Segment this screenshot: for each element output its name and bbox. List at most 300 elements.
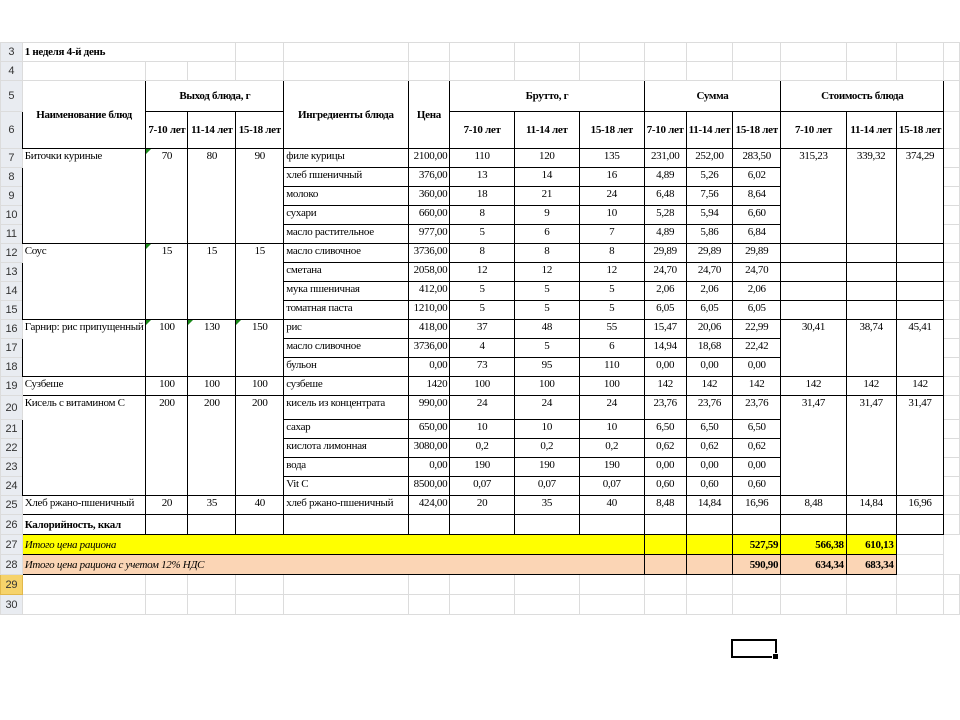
dish-name[interactable]: Соус bbox=[22, 244, 146, 320]
ingredient-sum[interactable]: 2,06 bbox=[733, 282, 781, 301]
ingredient-sum[interactable]: 23,76 bbox=[733, 396, 781, 420]
calories-cell[interactable] bbox=[450, 515, 515, 535]
ingredient-price[interactable]: 412,00 bbox=[408, 282, 450, 301]
empty-cell[interactable] bbox=[644, 62, 686, 81]
ingredient-gross[interactable]: 5 bbox=[514, 339, 579, 358]
empty-cell[interactable] bbox=[781, 62, 847, 81]
total-vat-value[interactable]: 590,90 bbox=[733, 555, 781, 575]
header-age-group[interactable]: 11-14 лет bbox=[188, 112, 236, 149]
empty-cell[interactable] bbox=[146, 575, 188, 595]
ingredient-name[interactable]: Vit C bbox=[284, 477, 408, 496]
dish-output[interactable]: 15 bbox=[146, 244, 188, 320]
ingredient-name[interactable]: молоко bbox=[284, 187, 408, 206]
row-header[interactable]: 26 bbox=[1, 515, 23, 535]
ingredient-gross[interactable]: 8 bbox=[450, 244, 515, 263]
dish-name[interactable]: Кисель с витамином С bbox=[22, 396, 146, 496]
ingredient-gross[interactable]: 5 bbox=[514, 282, 579, 301]
empty-cell[interactable] bbox=[944, 301, 960, 320]
empty-cell[interactable] bbox=[579, 575, 644, 595]
header-price[interactable]: Цена bbox=[408, 81, 450, 149]
empty-cell[interactable] bbox=[188, 595, 236, 615]
ingredient-price[interactable]: 650,00 bbox=[408, 420, 450, 439]
ingredient-sum[interactable]: 23,76 bbox=[686, 396, 733, 420]
dish-cost[interactable]: 14,84 bbox=[846, 496, 896, 515]
empty-cell[interactable] bbox=[944, 62, 960, 81]
total-label[interactable]: Итого цена рациона bbox=[22, 535, 644, 555]
ingredient-sum[interactable]: 14,84 bbox=[686, 496, 733, 515]
total-value[interactable]: 566,38 bbox=[781, 535, 847, 555]
dish-cost[interactable]: 45,41 bbox=[896, 320, 944, 377]
ingredient-sum[interactable]: 7,56 bbox=[686, 187, 733, 206]
calories-cell[interactable] bbox=[896, 515, 944, 535]
ingredient-sum[interactable]: 24,70 bbox=[733, 263, 781, 282]
ingredient-sum[interactable]: 6,48 bbox=[644, 187, 686, 206]
row-header[interactable]: 19 bbox=[1, 377, 23, 396]
row-header[interactable]: 21 bbox=[1, 420, 23, 439]
ingredient-sum[interactable]: 5,28 bbox=[644, 206, 686, 225]
ingredient-sum[interactable]: 6,05 bbox=[686, 301, 733, 320]
header-age-group[interactable]: 7-10 лет bbox=[781, 112, 847, 149]
empty-cell[interactable] bbox=[846, 43, 896, 62]
ingredient-gross[interactable]: 0,2 bbox=[450, 439, 515, 458]
ingredient-sum[interactable]: 6,02 bbox=[733, 168, 781, 187]
empty-cell[interactable] bbox=[896, 62, 944, 81]
empty-cell[interactable] bbox=[944, 168, 960, 187]
ingredient-gross[interactable]: 6 bbox=[514, 225, 579, 244]
ingredient-gross[interactable]: 190 bbox=[579, 458, 644, 477]
calories-cell[interactable] bbox=[733, 515, 781, 535]
empty-cell[interactable] bbox=[944, 81, 960, 112]
ingredient-gross[interactable]: 5 bbox=[579, 282, 644, 301]
ingredient-sum[interactable]: 29,89 bbox=[644, 244, 686, 263]
row-header[interactable]: 11 bbox=[1, 225, 23, 244]
empty-cell[interactable] bbox=[944, 112, 960, 149]
empty-cell[interactable] bbox=[579, 62, 644, 81]
row-header[interactable]: 18 bbox=[1, 358, 23, 377]
total-empty[interactable] bbox=[644, 535, 686, 555]
ingredient-sum[interactable]: 6,50 bbox=[686, 420, 733, 439]
sheet-title[interactable]: 1 неделя 4-й день bbox=[22, 43, 236, 62]
ingredient-sum[interactable]: 0,62 bbox=[686, 439, 733, 458]
empty-cell[interactable] bbox=[236, 575, 284, 595]
empty-cell[interactable] bbox=[944, 420, 960, 439]
empty-cell[interactable] bbox=[944, 320, 960, 339]
dish-cost[interactable]: 31,47 bbox=[781, 396, 847, 496]
row-header[interactable]: 7 bbox=[1, 149, 23, 168]
ingredient-name[interactable]: бульон bbox=[284, 358, 408, 377]
empty-cell[interactable] bbox=[284, 595, 408, 615]
ingredient-name[interactable]: сухари bbox=[284, 206, 408, 225]
empty-cell[interactable] bbox=[944, 575, 960, 595]
header-age-group[interactable]: 11-14 лет bbox=[846, 112, 896, 149]
empty-cell[interactable] bbox=[944, 187, 960, 206]
row-header[interactable]: 15 bbox=[1, 301, 23, 320]
total-vat-empty[interactable] bbox=[686, 555, 733, 575]
ingredient-gross[interactable]: 14 bbox=[514, 168, 579, 187]
dish-output[interactable]: 150 bbox=[236, 320, 284, 377]
calories-cell[interactable] bbox=[408, 515, 450, 535]
ingredient-sum[interactable]: 22,42 bbox=[733, 339, 781, 358]
ingredient-gross[interactable]: 10 bbox=[579, 206, 644, 225]
ingredient-sum[interactable]: 6,50 bbox=[644, 420, 686, 439]
ingredient-sum[interactable]: 8,64 bbox=[733, 187, 781, 206]
empty-cell[interactable] bbox=[408, 43, 450, 62]
dish-name[interactable]: Гарнир: рис припущенный bbox=[22, 320, 146, 377]
row-header[interactable]: 5 bbox=[1, 81, 23, 112]
ingredient-gross[interactable]: 5 bbox=[450, 282, 515, 301]
ingredient-price[interactable]: 0,00 bbox=[408, 458, 450, 477]
empty-cell[interactable] bbox=[846, 595, 896, 615]
empty-cell[interactable] bbox=[22, 595, 146, 615]
total-empty[interactable] bbox=[686, 535, 733, 555]
ingredient-sum[interactable]: 16,96 bbox=[733, 496, 781, 515]
ingredient-name[interactable]: томатная паста bbox=[284, 301, 408, 320]
empty-cell[interactable] bbox=[944, 595, 960, 615]
header-sum[interactable]: Сумма bbox=[644, 81, 781, 112]
dish-cost-empty[interactable] bbox=[896, 282, 944, 301]
ingredient-gross[interactable]: 5 bbox=[579, 301, 644, 320]
ingredient-gross[interactable]: 6 bbox=[579, 339, 644, 358]
ingredient-gross[interactable]: 4 bbox=[450, 339, 515, 358]
ingredient-gross[interactable]: 0,07 bbox=[450, 477, 515, 496]
ingredient-sum[interactable]: 15,47 bbox=[644, 320, 686, 339]
ingredient-gross[interactable]: 40 bbox=[579, 496, 644, 515]
empty-cell[interactable] bbox=[236, 595, 284, 615]
empty-cell[interactable] bbox=[450, 62, 515, 81]
dish-output[interactable]: 20 bbox=[146, 496, 188, 515]
ingredient-gross[interactable]: 100 bbox=[514, 377, 579, 396]
dish-cost[interactable]: 315,23 bbox=[781, 149, 847, 244]
empty-cell[interactable] bbox=[944, 282, 960, 301]
empty-cell[interactable] bbox=[896, 595, 944, 615]
empty-cell[interactable] bbox=[944, 43, 960, 62]
ingredient-gross[interactable]: 110 bbox=[579, 358, 644, 377]
dish-output[interactable]: 200 bbox=[188, 396, 236, 496]
row-header[interactable]: 9 bbox=[1, 187, 23, 206]
ingredient-sum[interactable]: 0,00 bbox=[644, 458, 686, 477]
ingredient-name[interactable]: филе курицы bbox=[284, 149, 408, 168]
ingredient-name[interactable]: масло сливочное bbox=[284, 244, 408, 263]
empty-cell[interactable] bbox=[514, 575, 579, 595]
empty-cell[interactable] bbox=[896, 575, 944, 595]
ingredient-gross[interactable]: 12 bbox=[514, 263, 579, 282]
dish-cost[interactable]: 31,47 bbox=[896, 396, 944, 496]
ingredient-sum[interactable]: 6,84 bbox=[733, 225, 781, 244]
ingredient-sum[interactable]: 6,05 bbox=[733, 301, 781, 320]
ingredient-gross[interactable]: 12 bbox=[450, 263, 515, 282]
dish-output[interactable]: 15 bbox=[236, 244, 284, 320]
empty-cell[interactable] bbox=[514, 43, 579, 62]
row-header[interactable]: 4 bbox=[1, 62, 23, 81]
ingredient-price[interactable]: 376,00 bbox=[408, 168, 450, 187]
ingredient-gross[interactable]: 48 bbox=[514, 320, 579, 339]
empty-cell[interactable] bbox=[284, 575, 408, 595]
dish-output[interactable]: 70 bbox=[146, 149, 188, 244]
dish-cost-empty[interactable] bbox=[781, 282, 847, 301]
calories-cell[interactable] bbox=[644, 515, 686, 535]
ingredient-sum[interactable]: 8,48 bbox=[644, 496, 686, 515]
row-header[interactable]: 23 bbox=[1, 458, 23, 477]
ingredient-gross[interactable]: 20 bbox=[450, 496, 515, 515]
empty-cell[interactable] bbox=[846, 62, 896, 81]
ingredient-gross[interactable]: 7 bbox=[579, 225, 644, 244]
row-header[interactable]: 17 bbox=[1, 339, 23, 358]
row-header[interactable]: 28 bbox=[1, 555, 23, 575]
empty-cell[interactable] bbox=[944, 496, 960, 515]
ingredient-name[interactable]: масло растительное bbox=[284, 225, 408, 244]
dish-cost-empty[interactable] bbox=[846, 282, 896, 301]
ingredient-gross[interactable]: 18 bbox=[450, 187, 515, 206]
ingredient-sum[interactable]: 20,06 bbox=[686, 320, 733, 339]
ingredient-name[interactable]: рис bbox=[284, 320, 408, 339]
header-age-group[interactable]: 7-10 лет bbox=[146, 112, 188, 149]
row-header[interactable]: 8 bbox=[1, 168, 23, 187]
dish-cost[interactable]: 142 bbox=[781, 377, 847, 396]
ingredient-sum[interactable]: 142 bbox=[644, 377, 686, 396]
ingredient-sum[interactable]: 6,50 bbox=[733, 420, 781, 439]
dish-name[interactable]: Биточки куриные bbox=[22, 149, 146, 244]
empty-cell[interactable] bbox=[944, 396, 960, 420]
empty-cell[interactable] bbox=[944, 477, 960, 496]
dish-cost[interactable]: 339,32 bbox=[846, 149, 896, 244]
ingredient-gross[interactable]: 35 bbox=[514, 496, 579, 515]
empty-cell[interactable] bbox=[514, 62, 579, 81]
ingredient-name[interactable]: мука пшеничная bbox=[284, 282, 408, 301]
empty-cell[interactable] bbox=[781, 595, 847, 615]
dish-cost[interactable]: 31,47 bbox=[846, 396, 896, 496]
dish-cost[interactable]: 8,48 bbox=[781, 496, 847, 515]
empty-cell[interactable] bbox=[644, 595, 686, 615]
dish-output[interactable]: 35 bbox=[188, 496, 236, 515]
dish-cost[interactable]: 16,96 bbox=[896, 496, 944, 515]
dish-cost-empty[interactable] bbox=[846, 263, 896, 282]
ingredient-sum[interactable]: 6,60 bbox=[733, 206, 781, 225]
empty-cell[interactable] bbox=[579, 595, 644, 615]
ingredient-sum[interactable]: 24,70 bbox=[686, 263, 733, 282]
empty-cell[interactable] bbox=[644, 43, 686, 62]
header-gross[interactable]: Брутто, г bbox=[450, 81, 644, 112]
dish-cost[interactable]: 142 bbox=[896, 377, 944, 396]
ingredient-price[interactable]: 3736,00 bbox=[408, 244, 450, 263]
ingredient-sum[interactable]: 283,50 bbox=[733, 149, 781, 168]
total-value[interactable]: 527,59 bbox=[733, 535, 781, 555]
row-header[interactable]: 12 bbox=[1, 244, 23, 263]
empty-cell[interactable] bbox=[944, 515, 960, 535]
row-header[interactable]: 20 bbox=[1, 396, 23, 420]
empty-cell[interactable] bbox=[146, 595, 188, 615]
header-age-group[interactable]: 7-10 лет bbox=[450, 112, 515, 149]
ingredient-gross[interactable]: 8 bbox=[579, 244, 644, 263]
dish-cost-empty[interactable] bbox=[781, 263, 847, 282]
empty-cell[interactable] bbox=[944, 358, 960, 377]
header-age-group[interactable]: 15-18 лет bbox=[579, 112, 644, 149]
ingredient-price[interactable]: 660,00 bbox=[408, 206, 450, 225]
calories-cell[interactable] bbox=[188, 515, 236, 535]
calories-cell[interactable] bbox=[579, 515, 644, 535]
empty-cell[interactable] bbox=[896, 43, 944, 62]
empty-cell[interactable] bbox=[733, 575, 781, 595]
ingredient-sum[interactable]: 0,62 bbox=[644, 439, 686, 458]
ingredient-gross[interactable]: 21 bbox=[514, 187, 579, 206]
header-age-group[interactable]: 7-10 лет bbox=[644, 112, 686, 149]
ingredient-price[interactable]: 8500,00 bbox=[408, 477, 450, 496]
ingredient-sum[interactable]: 0,60 bbox=[733, 477, 781, 496]
calories-cell[interactable] bbox=[284, 515, 408, 535]
ingredient-sum[interactable]: 0,60 bbox=[686, 477, 733, 496]
dish-output[interactable]: 200 bbox=[146, 396, 188, 496]
ingredient-gross[interactable]: 9 bbox=[514, 206, 579, 225]
empty-cell[interactable] bbox=[944, 458, 960, 477]
ingredient-sum[interactable]: 24,70 bbox=[644, 263, 686, 282]
ingredient-sum[interactable]: 0,62 bbox=[733, 439, 781, 458]
fill-handle[interactable] bbox=[772, 653, 779, 660]
empty-cell[interactable] bbox=[236, 43, 284, 62]
header-age-group[interactable]: 15-18 лет bbox=[733, 112, 781, 149]
ingredient-price[interactable]: 3736,00 bbox=[408, 339, 450, 358]
ingredient-price[interactable]: 424,00 bbox=[408, 496, 450, 515]
dish-cost[interactable]: 142 bbox=[846, 377, 896, 396]
ingredient-gross[interactable]: 5 bbox=[450, 225, 515, 244]
ingredient-gross[interactable]: 190 bbox=[450, 458, 515, 477]
row-header[interactable]: 24 bbox=[1, 477, 23, 496]
ingredient-sum[interactable]: 23,76 bbox=[644, 396, 686, 420]
dish-output[interactable]: 40 bbox=[236, 496, 284, 515]
ingredient-gross[interactable]: 5 bbox=[514, 301, 579, 320]
empty-cell[interactable] bbox=[944, 377, 960, 396]
ingredient-sum[interactable]: 2,06 bbox=[644, 282, 686, 301]
empty-cell[interactable] bbox=[22, 575, 146, 595]
ingredient-gross[interactable]: 73 bbox=[450, 358, 515, 377]
ingredient-gross[interactable]: 16 bbox=[579, 168, 644, 187]
ingredient-gross[interactable]: 95 bbox=[514, 358, 579, 377]
ingredient-sum[interactable]: 18,68 bbox=[686, 339, 733, 358]
empty-cell[interactable] bbox=[450, 595, 515, 615]
ingredient-sum[interactable]: 4,89 bbox=[644, 225, 686, 244]
ingredient-sum[interactable]: 0,00 bbox=[733, 458, 781, 477]
ingredient-gross[interactable]: 13 bbox=[450, 168, 515, 187]
dish-output[interactable]: 90 bbox=[236, 149, 284, 244]
dish-cost-empty[interactable] bbox=[781, 301, 847, 320]
ingredient-name[interactable]: сахар bbox=[284, 420, 408, 439]
ingredient-price[interactable]: 3080,00 bbox=[408, 439, 450, 458]
ingredient-gross[interactable]: 24 bbox=[450, 396, 515, 420]
ingredient-sum[interactable]: 0,00 bbox=[644, 358, 686, 377]
total-vat-label[interactable]: Итого цена рациона с учетом 12% НДС bbox=[22, 555, 644, 575]
ingredient-sum[interactable]: 6,05 bbox=[644, 301, 686, 320]
row-header[interactable]: 13 bbox=[1, 263, 23, 282]
empty-cell[interactable] bbox=[408, 575, 450, 595]
empty-cell[interactable] bbox=[944, 149, 960, 168]
ingredient-sum[interactable]: 142 bbox=[733, 377, 781, 396]
dish-name[interactable]: Хлеб ржано-пшеничный bbox=[22, 496, 146, 515]
dish-output[interactable]: 130 bbox=[188, 320, 236, 377]
empty-cell[interactable] bbox=[733, 595, 781, 615]
ingredient-sum[interactable]: 142 bbox=[686, 377, 733, 396]
dish-cost-empty[interactable] bbox=[896, 301, 944, 320]
empty-cell[interactable] bbox=[686, 62, 733, 81]
ingredient-sum[interactable]: 14,94 bbox=[644, 339, 686, 358]
ingredient-price[interactable]: 418,00 bbox=[408, 320, 450, 339]
dish-name[interactable]: Сузбеше bbox=[22, 377, 146, 396]
header-output[interactable]: Выход блюда, г bbox=[146, 81, 284, 112]
empty-cell[interactable] bbox=[944, 263, 960, 282]
empty-cell[interactable] bbox=[644, 575, 686, 595]
row-header[interactable]: 16 bbox=[1, 320, 23, 339]
header-age-group[interactable]: 11-14 лет bbox=[686, 112, 733, 149]
header-dish-name[interactable]: Наименование блюд bbox=[22, 81, 146, 149]
ingredient-gross[interactable]: 0,07 bbox=[514, 477, 579, 496]
ingredient-price[interactable]: 2100,00 bbox=[408, 149, 450, 168]
total-value[interactable]: 610,13 bbox=[846, 535, 896, 555]
ingredient-sum[interactable]: 5,86 bbox=[686, 225, 733, 244]
ingredient-name[interactable]: хлеб пшеничный bbox=[284, 168, 408, 187]
empty-cell[interactable] bbox=[188, 575, 236, 595]
ingredient-sum[interactable]: 0,60 bbox=[644, 477, 686, 496]
ingredient-gross[interactable]: 24 bbox=[579, 396, 644, 420]
empty-cell[interactable] bbox=[944, 439, 960, 458]
ingredient-name[interactable]: вода bbox=[284, 458, 408, 477]
calories-cell[interactable] bbox=[236, 515, 284, 535]
ingredient-name[interactable]: кисель из концентрата bbox=[284, 396, 408, 420]
ingredient-price[interactable]: 977,00 bbox=[408, 225, 450, 244]
header-ingredients[interactable]: Ингредиенты блюда bbox=[284, 81, 408, 149]
empty-cell[interactable] bbox=[188, 62, 236, 81]
calories-cell[interactable] bbox=[514, 515, 579, 535]
row-header[interactable]: 27 bbox=[1, 535, 23, 555]
ingredient-gross[interactable]: 8 bbox=[514, 244, 579, 263]
ingredient-gross[interactable]: 110 bbox=[450, 149, 515, 168]
ingredient-gross[interactable]: 0,07 bbox=[579, 477, 644, 496]
ingredient-sum[interactable]: 5,26 bbox=[686, 168, 733, 187]
ingredient-sum[interactable]: 0,00 bbox=[686, 358, 733, 377]
empty-cell[interactable] bbox=[781, 575, 847, 595]
empty-cell[interactable] bbox=[781, 43, 847, 62]
empty-cell[interactable] bbox=[896, 555, 944, 575]
ingredient-name[interactable]: хлеб ржано-пшеничный bbox=[284, 496, 408, 515]
calories-cell[interactable] bbox=[146, 515, 188, 535]
ingredient-gross[interactable]: 190 bbox=[514, 458, 579, 477]
ingredient-sum[interactable]: 4,89 bbox=[644, 168, 686, 187]
row-header[interactable]: 30 bbox=[1, 595, 23, 615]
ingredient-name[interactable]: кислота лимонная bbox=[284, 439, 408, 458]
ingredient-gross[interactable]: 135 bbox=[579, 149, 644, 168]
empty-cell[interactable] bbox=[944, 339, 960, 358]
ingredient-gross[interactable]: 10 bbox=[514, 420, 579, 439]
ingredient-sum[interactable]: 252,00 bbox=[686, 149, 733, 168]
dish-cost[interactable]: 30,41 bbox=[781, 320, 847, 377]
ingredient-gross[interactable]: 120 bbox=[514, 149, 579, 168]
empty-cell[interactable] bbox=[944, 244, 960, 263]
ingredient-gross[interactable]: 37 bbox=[450, 320, 515, 339]
dish-output[interactable]: 100 bbox=[188, 377, 236, 396]
ingredient-gross[interactable]: 100 bbox=[579, 377, 644, 396]
ingredient-name[interactable]: сметана bbox=[284, 263, 408, 282]
ingredient-price[interactable]: 1210,00 bbox=[408, 301, 450, 320]
dish-output[interactable]: 100 bbox=[146, 377, 188, 396]
ingredient-sum[interactable]: 22,99 bbox=[733, 320, 781, 339]
dish-cost[interactable] bbox=[846, 244, 896, 263]
active-cell-cursor[interactable] bbox=[731, 639, 777, 658]
dish-cost[interactable] bbox=[896, 244, 944, 263]
row-header[interactable]: 22 bbox=[1, 439, 23, 458]
dish-output[interactable]: 15 bbox=[188, 244, 236, 320]
ingredient-gross[interactable]: 5 bbox=[450, 301, 515, 320]
calories-label[interactable]: Калорийность, ккал bbox=[22, 515, 146, 535]
empty-cell[interactable] bbox=[686, 595, 733, 615]
dish-output[interactable]: 100 bbox=[236, 377, 284, 396]
ingredient-name[interactable]: сузбеше bbox=[284, 377, 408, 396]
dish-cost-empty[interactable] bbox=[896, 263, 944, 282]
